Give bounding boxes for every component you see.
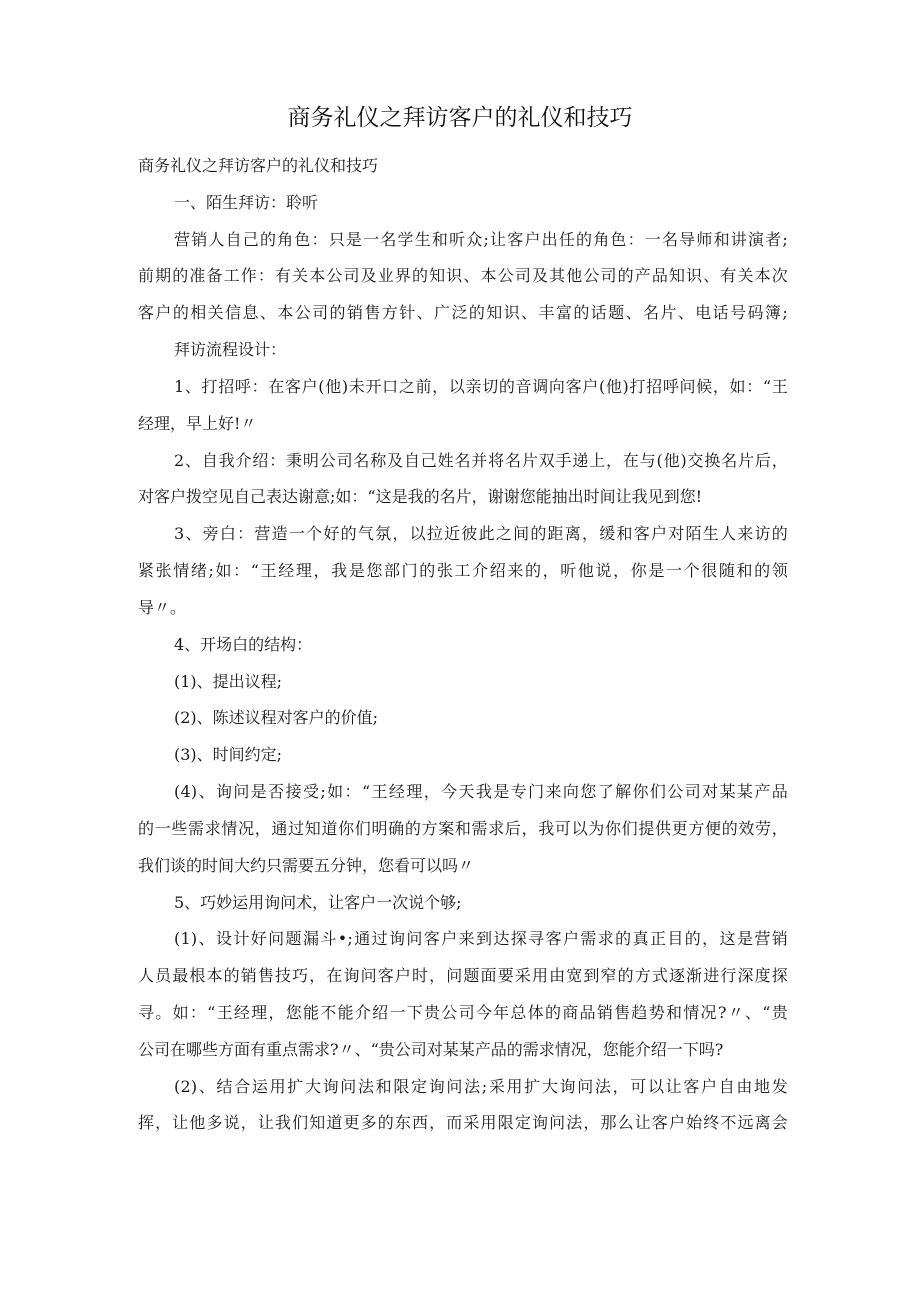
paragraph-line: 人员最根本的销售技巧，在询问客户时，问题面要采用由宽到窄的方式逐渐进行深度探 xyxy=(138,966,788,985)
page-title: 商务礼仪之拜访客户的礼仪和技巧 xyxy=(287,105,633,131)
paragraph-line: 对客户拨空见自己表达谢意;如：“这是我的名片，谢谢您能抽出时间让我见到您! xyxy=(138,487,703,506)
paragraph-line: 紧张情绪;如：“王经理，我是您部门的张工介绍来的，听他说，你是一个很随和的领 xyxy=(138,561,788,580)
paragraph-line: 客户的相关信息、本公司的销售方针、广泛的知识、丰富的话题、名片、电话号码簿; xyxy=(138,303,788,322)
list-item: (2)、陈述议程对客户的价值; xyxy=(174,708,379,727)
paragraph-line: 3、旁白：营造一个好的气氛，以拉近彼此之间的距离，缓和客户对陌生人来访的 xyxy=(174,524,788,543)
section-heading: 一、陌生拜访：聆听 xyxy=(174,193,319,212)
section-heading: 5、巧妙运用询问术，让客户一次说个够; xyxy=(174,893,462,912)
list-item: (1)、提出议程; xyxy=(174,672,283,691)
paragraph-line: 挥，让他多说，让我们知道更多的东西，而采用限定询问法，那么让客户始终不远离会 xyxy=(138,1113,788,1132)
subtitle-line: 商务礼仪之拜访客户的礼仪和技巧 xyxy=(138,156,379,175)
paragraph-line: 1、打招呼：在客户(他)未开口之前，以亲切的音调向客户(他)打招呼问候，如：“王 xyxy=(174,377,788,396)
paragraph-line: 的一些需求情况，通过知道你们明确的方案和需求后，我可以为你们提供更方便的效劳， xyxy=(138,819,788,838)
paragraph-line: 营销人自己的角色：只是一名学生和听众;让客户出任的角色：一名导师和讲演者; xyxy=(174,230,788,249)
paragraph-line: 经理，早上好!〃 xyxy=(138,414,257,433)
paragraph-line: 寻。如：“王经理，您能不能介绍一下贵公司今年总体的商品销售趋势和情况?〃、“贵 xyxy=(138,1003,788,1022)
paragraph-line: 2、自我介绍：秉明公司名称及自己姓名并将名片双手递上，在与(他)交换名片后， xyxy=(174,451,788,470)
section-heading: 4、开场白的结构： xyxy=(174,635,313,654)
paragraph-line: 我们谈的时间大约只需要五分钟，您看可以吗〃 xyxy=(138,856,475,875)
list-item: (4)、询问是否接受;如：“王经理，今天我是专门来向您了解你们公司对某某产品 xyxy=(174,782,788,801)
list-item: (3)、时间约定; xyxy=(174,745,283,764)
paragraph-line: 导〃。 xyxy=(138,598,187,617)
paragraph-line: 前期的准备工作：有关本公司及业界的知识、本公司及其他公司的产品知识、有关本次 xyxy=(138,266,788,285)
list-item: (1)、设计好问题漏斗•;通过询问客户来到达探寻客户需求的真正目的，这是营销 xyxy=(174,929,788,948)
section-heading: 拜访流程设计： xyxy=(174,340,287,359)
paragraph-line: 公司在哪些方面有重点需求?〃、“贵公司对某某产品的需求情况，您能介绍一下吗? xyxy=(138,1040,724,1059)
list-item: (2)、结合运用扩大询问法和限定询问法;采用扩大询问法，可以让客户自由地发 xyxy=(174,1077,788,1096)
